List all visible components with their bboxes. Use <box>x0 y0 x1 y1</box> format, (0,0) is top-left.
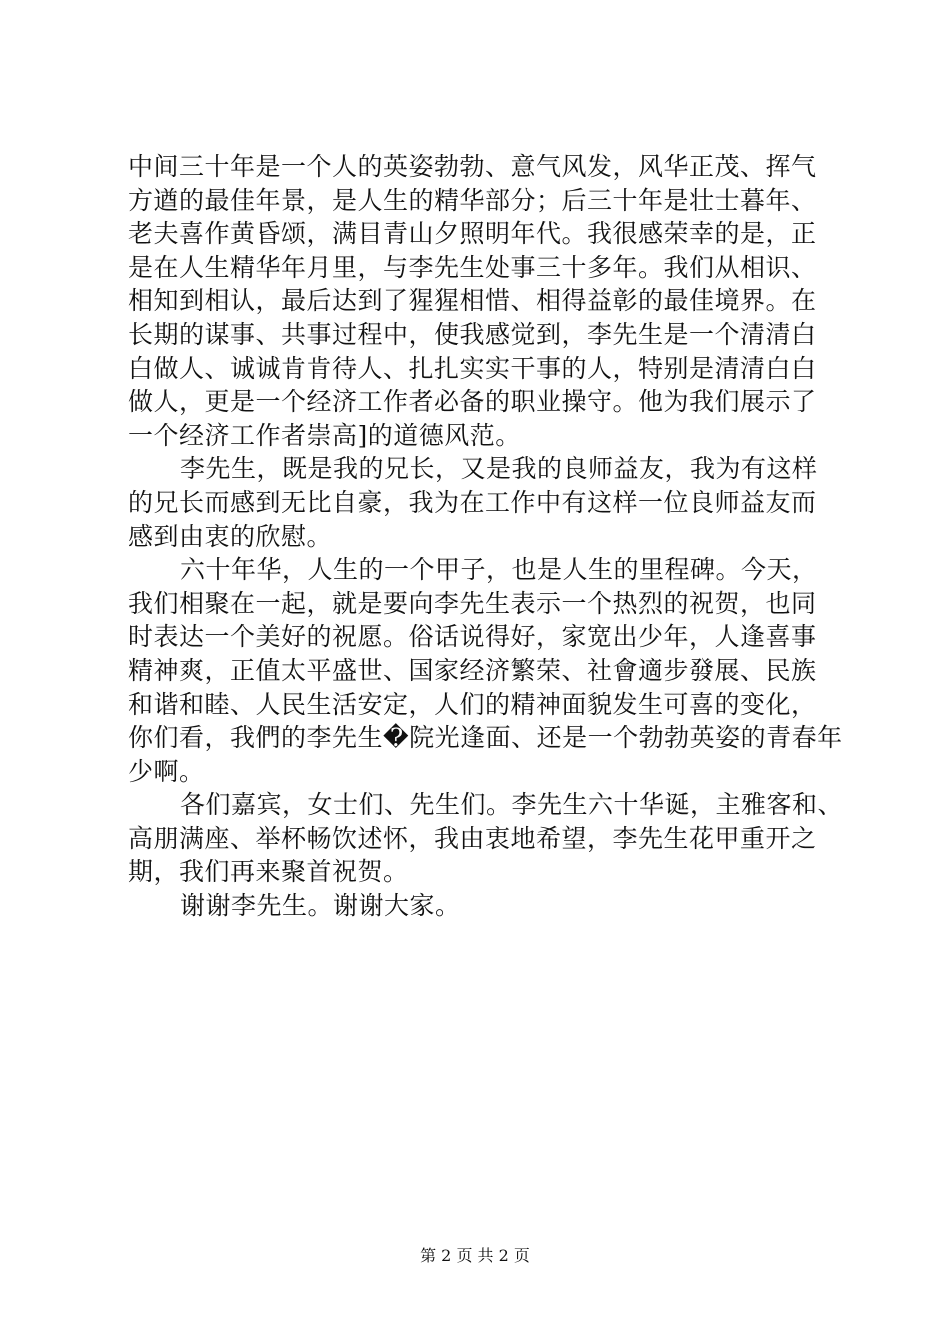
text-line: 做人，更是一个经济工作者必备的职业操守。他为我们展示了 <box>128 387 817 417</box>
text-line: 是在人生精华年月里，与李先生处事三十多年。我们从相识、 <box>128 252 817 282</box>
page-number-footer: 第 2 页 共 2 页 <box>420 1246 530 1265</box>
paragraph <box>128 553 843 788</box>
text-line: 期，我们再来聚首祝贺。 <box>128 857 409 887</box>
text-line: 高朋满座、举杯畅饮述怀，我由衷地希望，李先生花甲重开之 <box>128 823 817 853</box>
text-line: 谢谢李先生。谢谢大家。 <box>180 891 461 921</box>
paragraph <box>128 788 844 889</box>
document-body <box>128 150 844 923</box>
text-line: 方遒的最佳年景，是人生的精华部分；后三十年是壮士暮年、 <box>128 185 817 215</box>
text-line: 和谐和睦、人民生活安定，人们的精神面貌发生可喜的变化， <box>128 689 817 719</box>
text-line: 时表达一个美好的祝愿。俗话说得好，家宽出少年，人逢喜事 <box>128 622 817 652</box>
text-line: 各们嘉宾，女士们、先生们。李先生六十华诞，主雅客和、 <box>180 790 844 820</box>
paragraph <box>128 150 828 452</box>
text-line: 中间三十年是一个人的英姿勃勃、意气风发，风华正茂、挥气 <box>128 152 817 181</box>
text-line: 精神爽，正值太平盛世、国家经济繁荣、社會適步發展、民族 <box>128 655 817 685</box>
text-line: 老夫喜作黄昏颂，满目青山夕照明年代。我很感荣幸的是，正 <box>128 219 817 249</box>
text-line: 相知到相认，最后达到了猩猩相惜、相得益彰的最佳境界。在 <box>128 286 817 316</box>
text-line: 的兄长而感到无比自豪，我为在工作中有这样一位良师益友而 <box>128 487 817 517</box>
text-line: 你们看，我們的李先生�院光逢面、还是一个勃勃英姿的青春年 <box>128 723 843 753</box>
paragraph <box>128 452 828 553</box>
text-line: 我们相聚在一起，就是要向李先生表示一个热烈的祝贺，也同 <box>128 588 817 618</box>
text-line: 白做人、诚诚肯肯待人、扎扎实实干事的人，特别是清清白白 <box>128 353 817 383</box>
text-line: 李先生，既是我的兄长，又是我的良师益友，我为有这样 <box>180 454 818 484</box>
text-line: 感到由衷的欣慰。 <box>128 521 333 551</box>
text-line: 一个经济工作者崇高]的道德风范。 <box>128 420 521 450</box>
text-line: 少啊。 <box>128 756 205 786</box>
text-line: 六十年华，人生的一个甲子，也是人生的里程碑。今天， <box>180 555 818 585</box>
text-line: 长期的谋事、共事过程中，使我感觉到，李先生是一个清清白 <box>128 319 817 349</box>
paragraph <box>128 889 828 923</box>
